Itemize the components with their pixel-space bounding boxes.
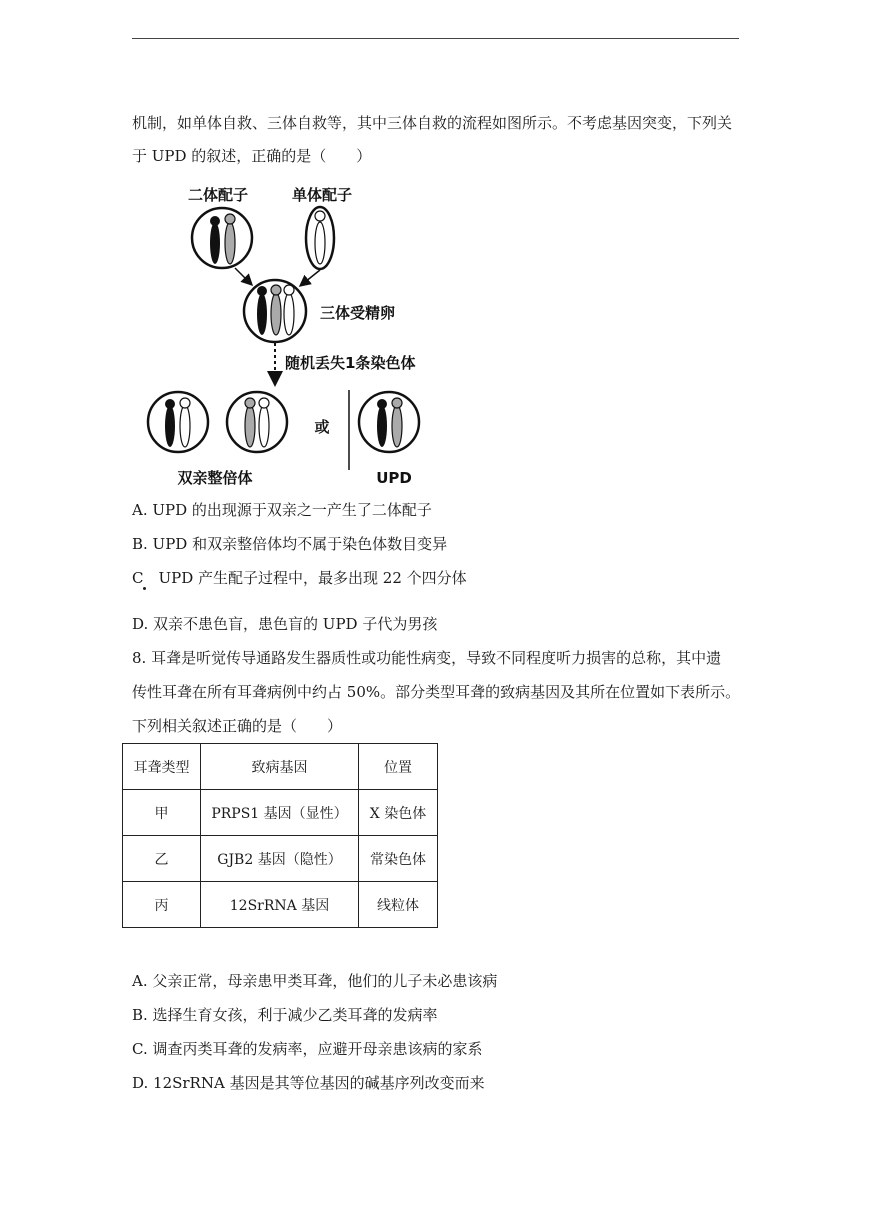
cell-type: 乙	[123, 836, 201, 882]
q7-option-a: A. UPD 的出现源于双亲之一产生了二体配子	[132, 501, 432, 519]
arrow-diploid-to-zygote	[235, 268, 252, 285]
header-type: 耳聋类型	[123, 744, 201, 790]
table-header-row	[123, 744, 438, 790]
q7-stem-line2: 于 UPD 的叙述，正确的是（ ）	[132, 147, 372, 165]
monoploid-gamete-cell	[306, 207, 334, 269]
cell-type: 甲	[123, 790, 201, 836]
table-row	[123, 836, 438, 882]
q7-option-b: B. UPD 和双亲整倍体均不属于染色体数目变异	[132, 535, 448, 553]
cell-gene: PRPS1 基因（显性）	[201, 790, 359, 836]
q7-stem-line1: 机制，如单体自救、三体自救等，其中三体自救的流程如图所示。不考虑基因突变，下列关	[132, 114, 733, 132]
cell-location: X 染色体	[359, 790, 438, 836]
option-c-dot	[143, 587, 146, 590]
label-or: 或	[314, 418, 330, 436]
upd-cell	[359, 392, 419, 452]
cell-location: 常染色体	[359, 836, 438, 882]
header-location: 位置	[359, 744, 438, 790]
label-trisomic-zygote: 三体受精卵	[320, 304, 396, 322]
label-biparental: 双亲整倍体	[177, 469, 253, 487]
q8-option-d: D. 12SrRNA 基因是其等位基因的碱基序列改变而来	[132, 1074, 485, 1092]
diploid-gamete-cell	[192, 208, 252, 268]
label-random-loss: 随机丢失1条染色体	[285, 354, 416, 372]
label-diploid-gamete: 二体配子	[187, 186, 249, 204]
q7-option-d: D. 双亲不患色盲，患色盲的 UPD 子代为男孩	[132, 615, 438, 633]
q8-stem-line2: 传性耳聋在所有耳聋病例中约占 50%。部分类型耳聋的致病基因及其所在位置如下表所示。	[132, 683, 741, 701]
trisomic-zygote-cell	[244, 280, 306, 342]
q8-stem-line3: 下列相关叙述正确的是（ ）	[132, 717, 343, 735]
arrow-monoploid-to-zygote	[300, 270, 320, 286]
header-rule	[132, 38, 739, 39]
header-gene: 致病基因	[201, 744, 359, 790]
label-upd: UPD	[376, 469, 412, 487]
q8-option-a: A. 父亲正常，母亲患甲类耳聋，他们的儿子未必患该病	[132, 972, 498, 990]
deafness-gene-table	[122, 743, 438, 928]
three-body-rescue-diagram	[140, 180, 440, 490]
cell-type: 丙	[123, 882, 201, 928]
q8-option-b: B. 选择生育女孩，利于减少乙类耳聋的发病率	[132, 1006, 438, 1024]
label-monoploid-gamete: 单体配子	[291, 186, 353, 204]
biparental-cell-2	[227, 392, 287, 452]
cell-gene: 12SrRNA 基因	[201, 882, 359, 928]
table-row	[123, 882, 438, 928]
q8-option-c: C. 调查丙类耳聋的发病率，应避开母亲患该病的家系	[132, 1040, 483, 1058]
table-row	[123, 790, 438, 836]
q7-option-c: C UPD 产生配子过程中，最多出现 22 个四分体	[132, 569, 467, 587]
cell-location: 线粒体	[359, 882, 438, 928]
cell-gene: GJB2 基因（隐性）	[201, 836, 359, 882]
q8-stem-line1: 8. 耳聋是听觉传导通路发生器质性或功能性病变，导致不同程度听力损害的总称，其中遗	[132, 649, 722, 667]
biparental-cell-1	[148, 392, 208, 452]
